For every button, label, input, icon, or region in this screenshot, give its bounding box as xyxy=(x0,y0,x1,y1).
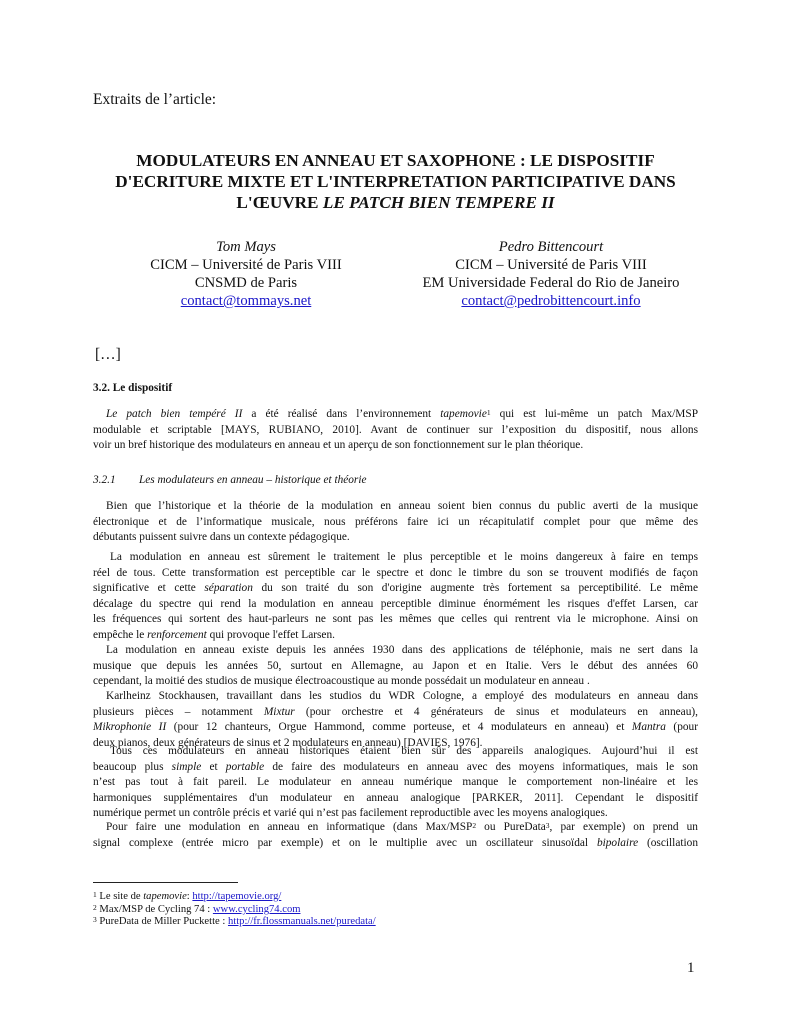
paragraph-line xyxy=(93,836,698,852)
text-run: , par exemple) on prend un xyxy=(549,821,698,833)
paragraph-6 xyxy=(93,820,698,851)
title-line-1: MODULATEURS EN ANNEAU ET SAXOPHONE : LE DISPOSITIF xyxy=(136,151,655,170)
footnote-ref[interactable]: 3 xyxy=(545,821,550,830)
paragraph-line: Karlheinz Stockhausen, travaillant dans les studios du WDR Cologne, a employé des modulateurs en anneau dans xyxy=(106,690,698,702)
emphasis: renforcement xyxy=(147,628,207,641)
title-line-2: D'ECRITURE MIXTE ET L'INTERPRETATION PARTICIPATIVE DANS xyxy=(115,172,676,191)
footnote-text: Le site de xyxy=(96,891,144,902)
paragraph-3 xyxy=(93,643,698,690)
footnote-link[interactable]: www.cycling74.com xyxy=(212,903,301,915)
emphasis: portable xyxy=(225,760,265,773)
paragraph-line: débutants puissent suivre dans un contexte pédagogique. xyxy=(93,531,350,543)
paragraph-line: Bien que l’historique et la théorie de la modulation en anneau soient bien connus du public averti de la musique xyxy=(106,500,698,512)
text-run: qui provoque l'effet Larsen. xyxy=(206,628,335,641)
footnote-link[interactable]: http://fr.flossmanuals.net/puredata/ xyxy=(227,916,376,928)
author-block-bittencourt xyxy=(401,238,701,310)
text-run: ou PureData xyxy=(476,821,546,833)
footnote-separator xyxy=(93,882,238,883)
paragraph-2 xyxy=(93,550,698,643)
author-affiliation-1: CICM – Université de Paris VIII xyxy=(455,257,647,273)
text-run: signal complexe (entrée micro par exemple) et on le multiplie avec un oscillateur sinusoïdal xyxy=(93,836,597,849)
paragraph-4 xyxy=(93,689,698,751)
emphasis: simple xyxy=(171,760,202,773)
footnote-text: Max/MSP de Cycling 74 : xyxy=(96,903,213,915)
text-run: a été réalisé dans l’environnement xyxy=(242,408,441,420)
work-title: Le patch bien tempéré II xyxy=(106,408,243,420)
text-run: et xyxy=(201,760,226,773)
footnote-3 xyxy=(93,916,376,929)
paragraph-line: Tous ces modulateurs en anneau historiques étaient bien sûr des appareils analogiques. Aujourd’hui il est xyxy=(110,745,698,757)
paragraph-line xyxy=(93,628,698,644)
paragraph-line xyxy=(93,581,698,597)
text-run: empêche le xyxy=(93,628,148,641)
paragraph-line: deux pianos, deux générateurs de sinus et 2 modulateurs en anneau) [DAVIES, 1976]. xyxy=(93,736,483,749)
paragraph-line: électronique et de l’informatique musicale, nous préférons faire ici un récapitulatif complet pour que même des xyxy=(93,515,698,528)
text-run: qui est lui-même un patch Max/MSP xyxy=(490,408,698,420)
footnote-ref[interactable]: 2 xyxy=(472,821,477,830)
extraits-label: Extraits de l’article: xyxy=(93,91,217,108)
author-email-link[interactable]: contact@tommays.net xyxy=(180,293,312,309)
subsection-title: Les modulateurs en anneau – historique et théorie xyxy=(139,474,367,486)
text-run: de faire des modulateurs en anneau avec des moyens informatiques, mais le son xyxy=(264,760,699,773)
footnote-1 xyxy=(93,891,376,904)
text-run: plusieurs pièces – notamment xyxy=(93,705,264,718)
footnote-2 xyxy=(93,904,376,917)
paragraph-line: La modulation en anneau est sûrement le traitement le plus perceptible et le moins dangereux à faire en temps xyxy=(110,551,698,563)
text-run: (pour xyxy=(665,721,698,733)
paragraph-line xyxy=(93,820,698,836)
author-name: Tom Mays xyxy=(216,239,276,255)
paragraph-line: La modulation en anneau existe depuis les années 1930 dans des applications de téléphonie, mais ne sert dans la xyxy=(106,644,698,656)
author-block-mays xyxy=(96,238,396,310)
paragraph-line: décalage du spectre qui rend la modulation en anneau perceptible diminue énormément les risques d'effet Larsen, car xyxy=(93,597,698,610)
text-run: du son traité du son d'origine augmente très fortement sa perceptibilité. Le même xyxy=(252,582,698,594)
title-line-3 xyxy=(60,192,731,213)
work-title: Mixtur xyxy=(263,705,295,718)
paragraph-line xyxy=(93,720,698,736)
footnotes xyxy=(93,891,376,929)
footnote-number: 1 xyxy=(93,890,97,899)
author-name: Pedro Bittencourt xyxy=(498,239,604,255)
paragraph-line: voir un bref historique des modulateurs en anneau et un aperçu de son fonctionnement sur le plan théorique. xyxy=(93,439,584,451)
paragraph-line: réel de tous. Cette transformation est perceptible car le spectre et donc le timbre du son se trouvent modifiés de façon xyxy=(93,566,698,579)
paragraph-line: numérique permet un contrôle précis et varié qui n’est pas facilement reproductible avec les moyens analogiques. xyxy=(93,807,608,819)
footnote-text: PureData de Miller Puckette : xyxy=(96,916,228,928)
article-title xyxy=(60,150,731,213)
paragraph-line: harmoniques supplémentaires d'un modulateur en anneau analogique [PARKER, 2011]. Cependant le dispositif xyxy=(93,791,698,804)
footnote-number: 2 xyxy=(93,902,97,912)
work-title: Mantra xyxy=(631,721,666,733)
text-run: significative et cette xyxy=(93,582,205,594)
section-heading: 3.2. Le dispositif xyxy=(93,382,173,394)
footnote-ref[interactable]: 1 xyxy=(486,408,491,417)
paragraph-5 xyxy=(93,744,698,822)
footnote-text: : xyxy=(186,891,193,902)
paragraph-line: les fréquences qui sortent des haut-parleurs ne sont pas les mêmes que celles qui rentrent via le microphone. Ainsi on xyxy=(93,613,698,625)
title-line-3-prefix: L'ŒUVRE xyxy=(236,193,323,212)
text-run: (pour orchestre et 4 générateurs de sinus et modulateurs en anneau), xyxy=(294,705,698,718)
text-run: Pour faire une modulation en anneau en informatique (dans Max/MSP xyxy=(106,821,473,833)
text-run: (oscillation xyxy=(638,836,699,849)
paragraph-line xyxy=(93,760,698,776)
software-name: tapemovie xyxy=(143,891,187,902)
paragraph-line xyxy=(93,705,698,721)
paragraph-line: musique que depuis les années 50, surtout en Allemagne, au Japon et en Italie. Vers le début des années 60 xyxy=(93,659,698,672)
paragraph-line xyxy=(93,407,698,423)
paragraph-1 xyxy=(93,499,698,546)
omission-marker: […] xyxy=(95,346,121,363)
paragraph-line: cependant, la moitié des studios de musique électroacoustique au monde possédait un modulateur en anneau . xyxy=(93,675,590,687)
footnote-link[interactable]: http://tapemovie.org/ xyxy=(192,891,282,902)
software-name: tapemovie xyxy=(440,408,487,420)
work-title: Mikrophonie II xyxy=(93,721,167,733)
author-affiliation-1: CICM – Université de Paris VIII xyxy=(150,257,342,273)
author-affiliation-2: EM Universidade Federal do Rio de Janeiro xyxy=(422,275,680,291)
subsection-number: 3.2.1 xyxy=(93,474,116,486)
text-run: beaucoup plus xyxy=(93,760,172,773)
intro-paragraph xyxy=(93,407,698,454)
author-email-link[interactable]: contact@pedrobittencourt.info xyxy=(461,293,641,309)
text-run: (pour 12 chanteurs, Orgue Hammond, comme porteuse, et 4 modulateurs en anneau) et xyxy=(166,721,632,733)
author-affiliation-2: CNSMD de Paris xyxy=(194,275,298,291)
page-number: 1 xyxy=(687,960,695,976)
emphasis: bipolaire xyxy=(596,836,639,849)
paragraph-line: n’est pas tout à fait pareil. Le modulateur en anneau numérique manque le comportement non-linéaire et les xyxy=(93,776,698,788)
emphasis: séparation xyxy=(204,582,253,594)
footnote-number: 3 xyxy=(93,915,97,925)
title-work-name: LE PATCH BIEN TEMPERE II xyxy=(322,193,555,212)
paragraph-line: modulable et scriptable [MAYS, RUBIANO, 2010]. Avant de continuer sur l’exposition du dispositif, nous allons xyxy=(93,423,698,436)
subsection-heading xyxy=(93,474,366,486)
